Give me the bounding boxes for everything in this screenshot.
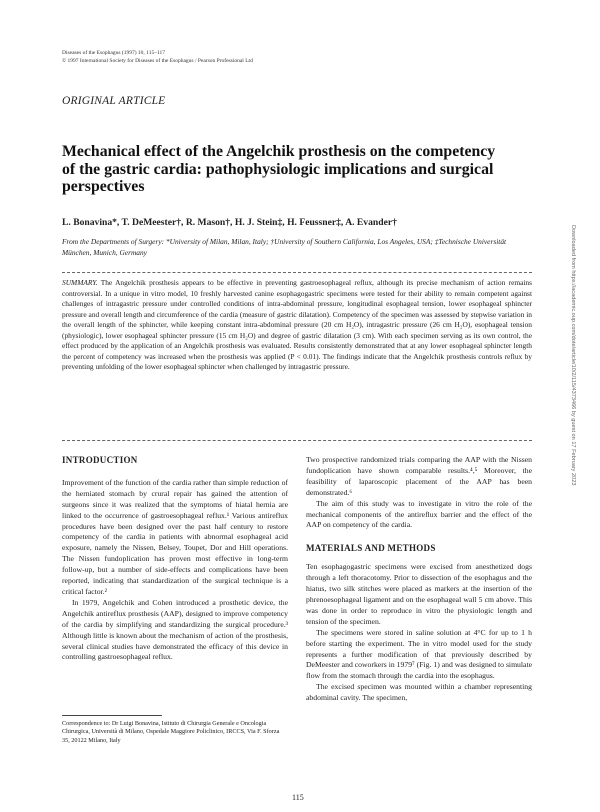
methods-paragraph-1: Ten esophagogastric specimens were excised from anesthetized dogs through a left thoracotomy. Prior to dissection of the esophagus and the hiatus, two silk stitches were placed as markers at the insertion of the phrenoesophageal ligament and on the esophageal wall 5 cm above. This was done in order to reproduce in vitro the physiologic length and tension of the specimen. <box>306 562 532 626</box>
journal-header <box>62 50 362 65</box>
download-watermark-text: Downloaded from https://academic.oup.com/dote/article/10/2/115/4373466 by guest on 17 February 2023 <box>570 225 576 486</box>
summary-bottom-rule <box>62 440 532 441</box>
page-number: 115 <box>292 793 304 802</box>
left-column <box>62 455 288 663</box>
intro-paragraph-2: In 1979, Angelchik and Cohen introduced a prosthetic device, the Angelchik antireflux prosthesis (AAP), designed to improve competency of the cardia by simplifying and standardizing the surgical procedure.³ Although little is known about the mechanism of action of the prosthesis, several clinical studies have demonstrated the efficacy of this device in controlling gastroesophageal reflux. <box>62 597 288 662</box>
correspondence-note: Correspondence to: Dr Luigi Bonavina, Istituto di Chirurgia Generale e Oncologia Chirurgica, Università di Milano, Ospedale Maggiore Policlinico, IRCCS, Via F. Sforza 35, 20122 Milano, Italy <box>62 720 280 744</box>
footnote-rule <box>62 715 162 716</box>
summary-top-rule <box>62 272 532 273</box>
author-list: L. Bonavina*, T. DeMeester†, R. Mason†, H. J. Stein‡, H. Feussner‡, A. Evander† <box>62 217 397 228</box>
summary-lead: SUMMARY. <box>62 278 98 287</box>
author-affiliation: From the Departments of Surgery: *University of Milan, Milan, Italy; †University of Southern California, Los Angeles, USA; ‡Technische Universität München, Munich, Germany <box>62 237 507 257</box>
right-column <box>306 455 532 704</box>
journal-copyright: © 1997 International Society for Diseases of the Esophagus / Pearson Professional Ltd <box>62 57 253 64</box>
summary-text: The Angelchik prosthesis appears to be effective in preventing gastroesophageal reflux, although its precise mechanism of action remains controversial. In a unique in vitro model, 10 freshly harvested canine esophagogastric specimens were tested for their ability to remain competent against challenges of intragastric pressure under controlled conditions of intra-abdominal pressure, longitudinal esophageal tension, lower esophageal sphincter pressure and overall length and circumference of the cardia (measure of gastric dilatation). Competency of the specimen was assessed by stepwise variation in the overall length of the sphincter, while keeping constant intra-abdominal pressure (20 cm H₂O), intragastric pressure (26 cm H₂O), esophageal tension (physiologic), lower esophageal sphincter pressure (15 cm H₂O) and degree of gastric dilatation (3 cm). With each specimen serving as its own control, the effect produced by the application of an Angelchik prosthesis was evaluated. Results consistently demonstrated that at any lower esophageal sphincter length the percent of competency was increased when the prosthesis was applied (P < 0.01). The findings indicate that the Angelchik prosthesis controls reflux by preventing unfolding of the lower esophageal sphincter when challenged by intragastric pressure. <box>62 278 532 371</box>
right-paragraph-1: Two prospective randomized trials comparing the AAP with the Nissen fundoplication have shown comparable results.⁴,⁵ Moreover, the feasibility of laparoscopic placement of the AAP has been demonstrated.⁶ <box>306 455 532 497</box>
methods-heading: MATERIALS AND METHODS <box>306 543 436 554</box>
download-watermark <box>566 225 578 605</box>
article-title: Mechanical effect of the Angelchik prosthesis on the competency of the gastric cardia: pathophysiologic implications and surgical perspectives <box>62 143 496 195</box>
intro-paragraph-1: Improvement of the function of the cardia rather than simple reduction of the herniated stomach by crural repair has gained the attention of surgeons since it was realized that the symptoms of hiatal hernia are linked to the occurrence of gastroesophageal reflux.¹ Various antireflux procedures have been designed over the past half century to restore competency of the cardia in patients with abnormal esophageal acid exposure, namely the Nissen, Belsey, Toupet, Dor and Hill operations. The Nissen fundoplication has proven most effective in long-term follow-up, but a number of side-effects and complications have been reported, indicating that standardization of the surgical technique is a critical factor.² <box>62 477 288 596</box>
methods-paragraph-2: The specimens were stored in saline solution at 4°C for up to 1 h before starting the experiment. The in vitro model used for the study represents a further modification of that previously described by DeMeester and coworkers in 1979⁷ (Fig. 1) and was designed to simulate flow from the stomach through the cardia into the esophagus. <box>306 627 532 681</box>
summary-abstract <box>62 278 532 373</box>
section-label: ORIGINAL ARTICLE <box>62 95 166 107</box>
methods-paragraph-3: The excised specimen was mounted within a chamber representing abdominal cavity. The specimen, <box>306 682 532 703</box>
journal-citation: Diseases of the Esophagus (1997) 10, 115–117 <box>62 50 166 56</box>
right-paragraph-2: The aim of this study was to investigate in vitro the role of the mechanical components of the antireflux barrier and the effect of the AAP on competency of the cardia. <box>306 498 532 530</box>
intro-heading: INTRODUCTION <box>62 455 138 465</box>
